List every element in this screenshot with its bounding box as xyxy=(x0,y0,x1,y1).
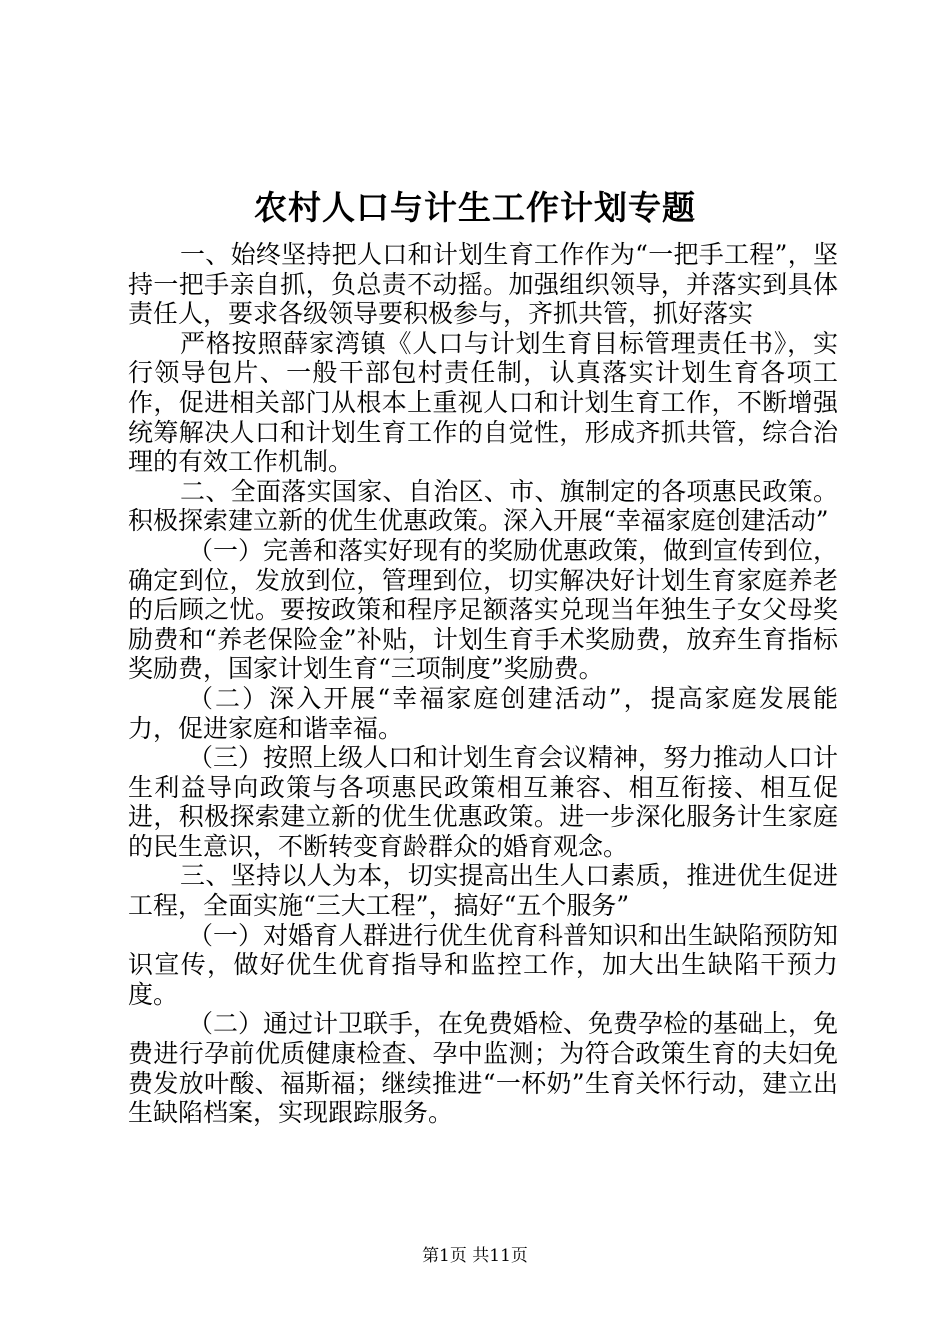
document-body xyxy=(128,240,838,1128)
paragraph-section-3: 三、坚持以人为本，切实提高出生人口素质，推进优生促进工程，全面实施“三大工程”，搞好“五个服务” xyxy=(128,861,838,921)
paragraph-section-3-item-1: （一）对婚育人群进行优生优育科普知识和出生缺陷预防知识宣传，做好优生优育指导和监控工作，加大出生缺陷干预力度。 xyxy=(128,920,839,1009)
paragraph-section-2: 二、全面落实国家、自治区、市、旗制定的各项惠民政策。积极探索建立新的优生优惠政策。深入开展“幸福家庭创建活动” xyxy=(128,476,838,536)
paragraph-section-2-item-2: （二）深入开展“幸福家庭创建活动”，提高家庭发展能力，促进家庭和谐幸福。 xyxy=(128,683,838,743)
paragraph-section-1: 一、始终坚持把人口和计划生育工作作为“一把手工程”，坚持一把手亲自抓，负总责不动摇。加强组织领导，并落实到具体责任人，要求各级领导要积极参与，齐抓共管，抓好落实 xyxy=(128,240,838,329)
document-title: 农村人口与计生工作计划专题 xyxy=(254,188,696,227)
paragraph-responsibility: 严格按照薛家湾镇《人口与计划生育目标管理责任书》，实行领导包片、一般干部包村责任制，认真落实计划生育各项工作，促进相关部门从根本上重视人口和计划生育工作，不断增强统筹解决人口和计划生育工作的自觉性，形成齐抓共管，综合治理的有效工作机制。 xyxy=(128,328,838,477)
paragraph-section-2-item-1: （一）完善和落实好现有的奖励优惠政策，做到宣传到位，确定到位，发放到位，管理到位，切实解决好计划生育家庭养老的后顾之忧。要按政策和程序足额落实兑现当年独生子女父母奖励费和“养老保险金”补贴，计划生育手术奖励费，放弃生育指标奖励费，国家计划生育“三项制度”奖励费。 xyxy=(128,535,839,684)
page-number-footer: 第1页 共11页 xyxy=(422,1246,528,1266)
paragraph-section-2-item-3: （三）按照上级人口和计划生育会议精神，努力推动人口计生利益导向政策与各项惠民政策相互兼容、相互衔接、相互促进，积极探索建立新的优生优惠政策。进一步深化服务计生家庭的民生意识，不断转变育龄群众的婚育观念。 xyxy=(128,743,839,861)
paragraph-section-3-item-2: （二）通过计卫联手，在免费婚检、免费孕检的基础上，免费进行孕前优质健康检查、孕中监测；为符合政策生育的夫妇免费发放叶酸、福斯福；继续推进“一杯奶”生育关怀行动，建立出生缺陷档案，实现跟踪服务。 xyxy=(128,1009,839,1128)
